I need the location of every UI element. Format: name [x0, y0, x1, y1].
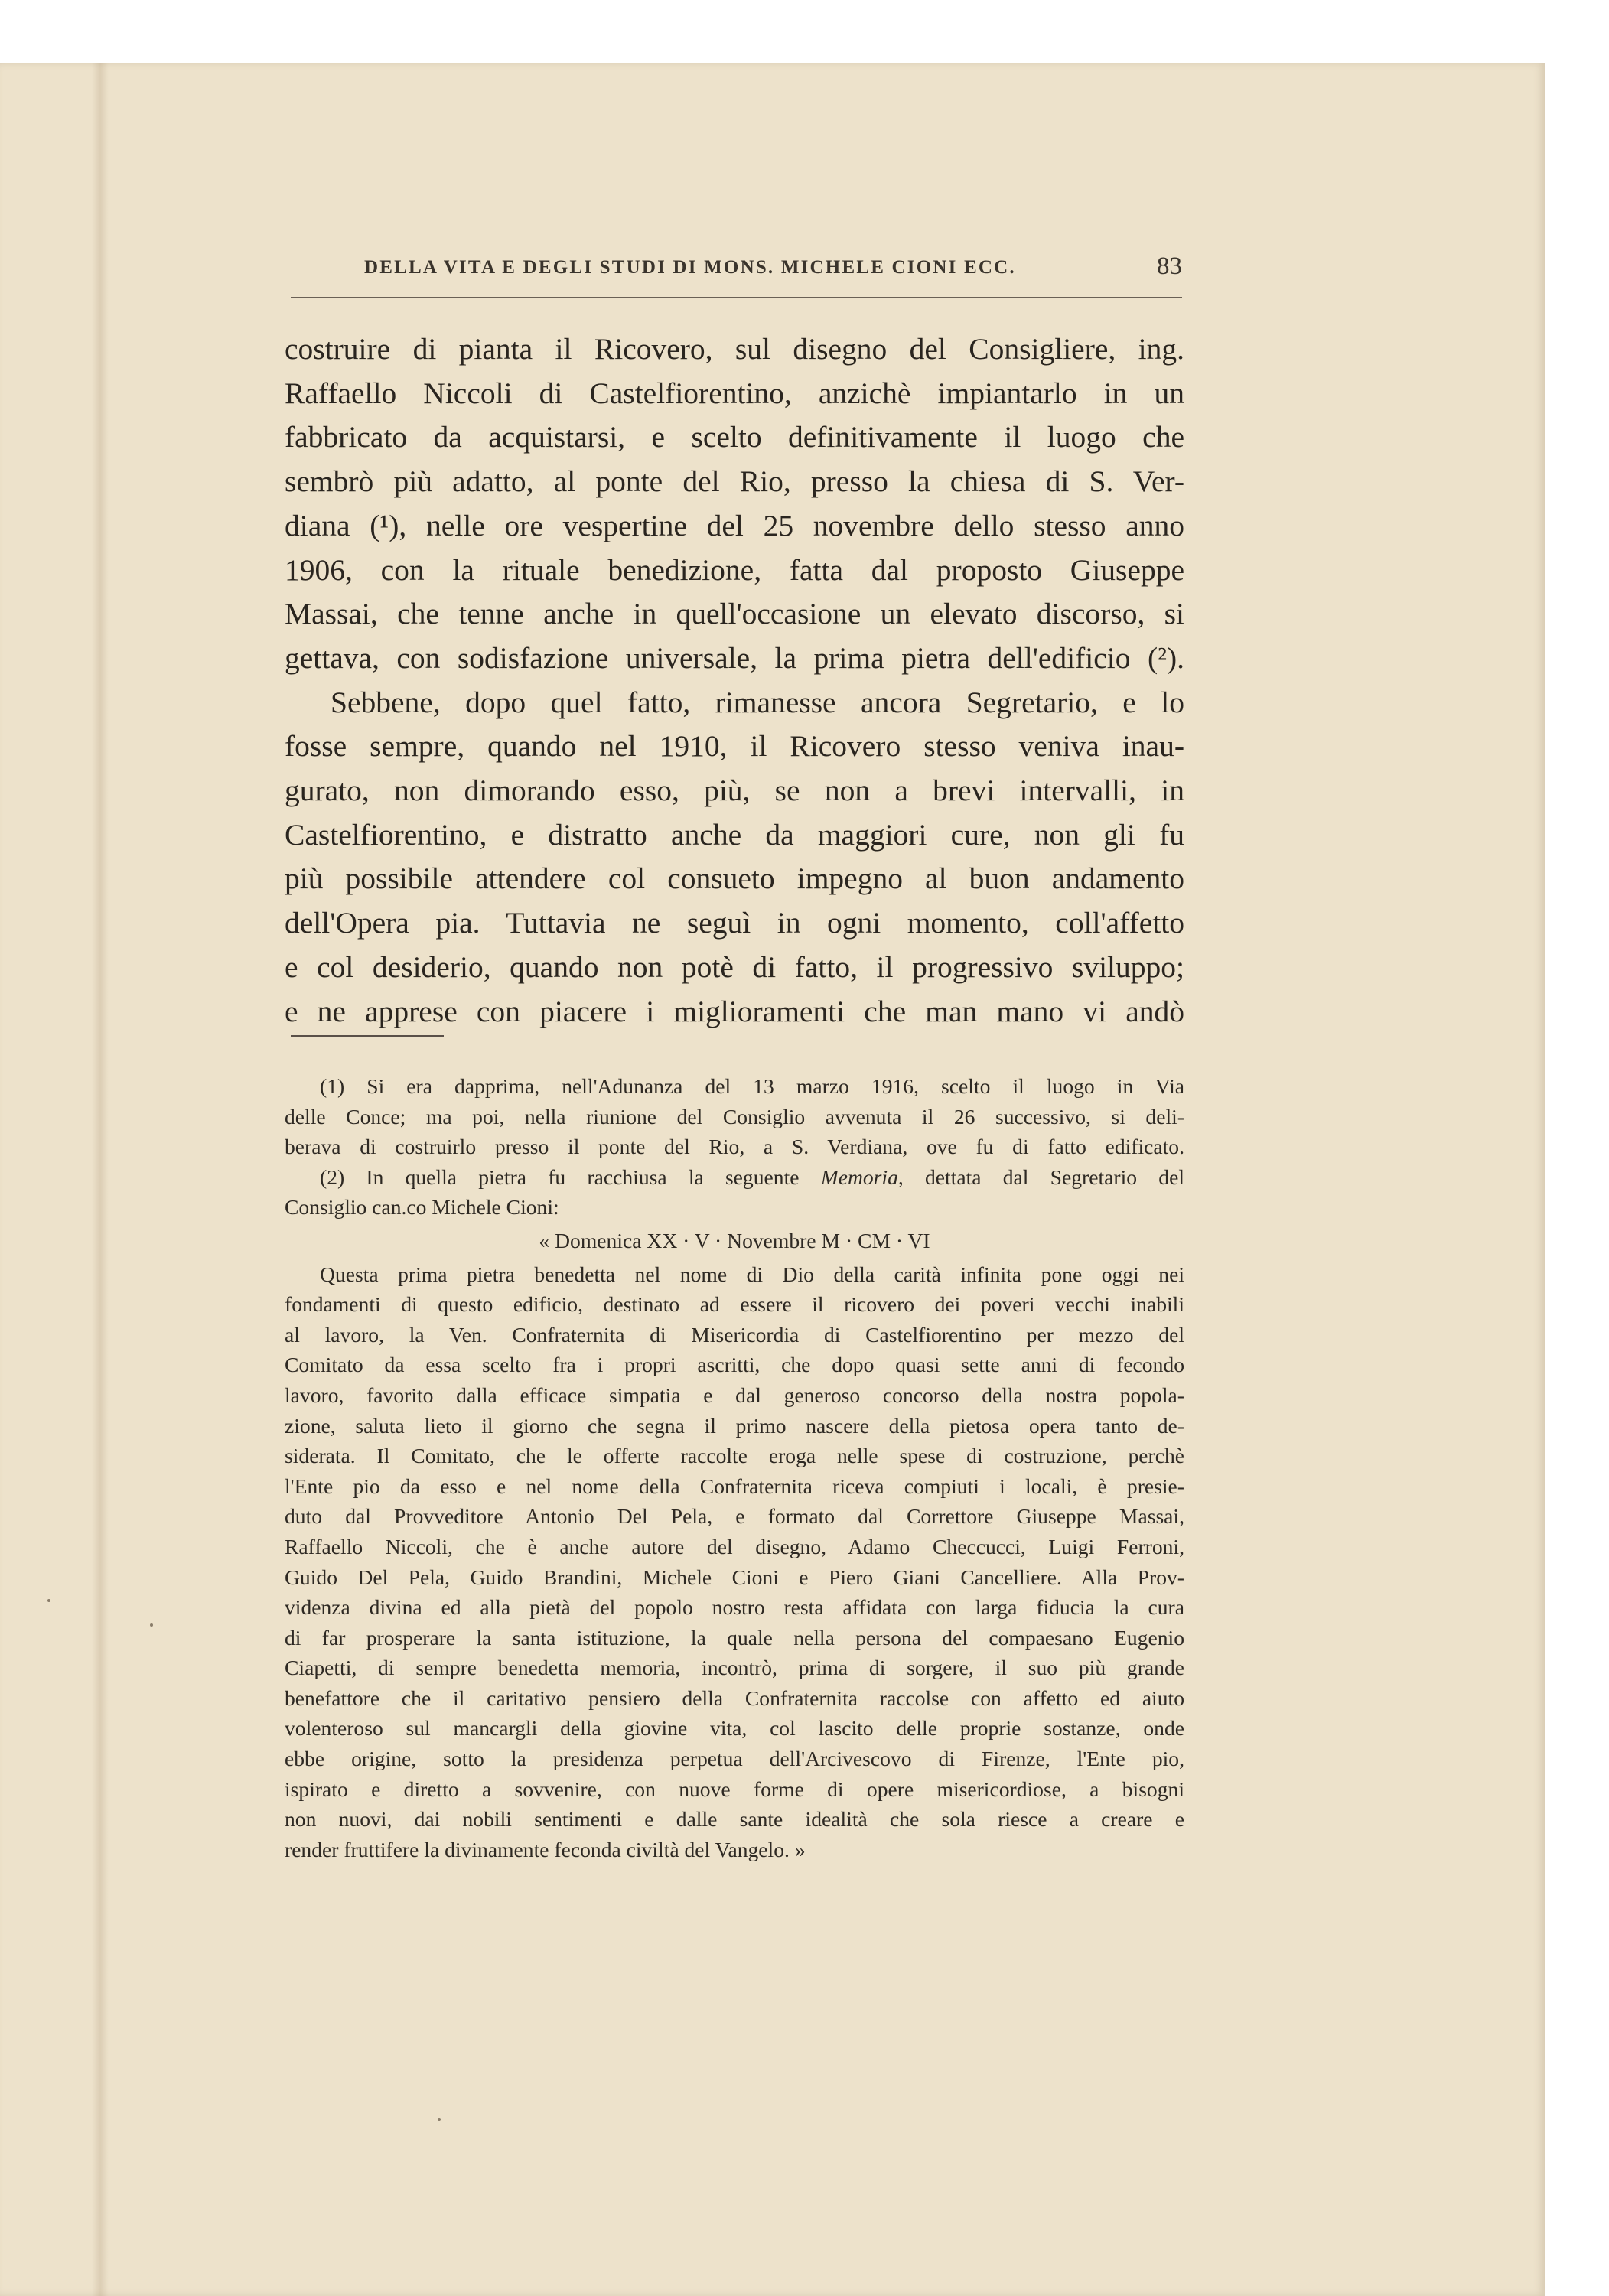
- footnote-rule: [291, 1035, 444, 1037]
- inscription-line: non nuovi, dai nobili sentimenti e dalle sante idealità che sola riesce a creare e: [285, 1807, 1184, 1832]
- body-line: sembrò più adatto, al ponte del Rio, presso la chiesa di S. Ver-: [285, 464, 1184, 499]
- inscription-line: Comitato da essa scelto fra i propri ascritti, che dopo quasi sette anni di fecondo: [285, 1353, 1184, 1377]
- body-line: gettava, con sodisfazione universale, la prima pietra dell'edificio (²).: [285, 640, 1184, 675]
- inscription-line: benefattore che il caritativo pensiero della Confraternita raccolse con affetto ed aiuto: [285, 1685, 1184, 1710]
- inscription-line: lavoro, favorito dalla efficace simpatia e dal generoso concorso della nostra popola-: [285, 1382, 1184, 1407]
- inscription-line: videnza divina ed alla pietà del popolo nostro resta affidata con larga fiducia la cura: [285, 1595, 1184, 1620]
- body-line: e ne apprese con piacere i miglioramenti che man mano vi andò: [285, 994, 1184, 1028]
- paper-speck: [438, 2118, 441, 2121]
- body-line: dell'Opera pia. Tuttavia ne seguì in ogni momento, coll'affetto: [285, 906, 1184, 940]
- inscription-line: l'Ente pio da esso e nel nome della Confraternita riceva compiuti i locali, è presie-: [285, 1474, 1184, 1498]
- body-text: [285, 327, 1184, 1034]
- page-fold-shadow: [92, 63, 109, 2296]
- body-line: gurato, non dimorando esso, più, se non a brevi intervalli, in: [285, 773, 1184, 808]
- footnote-1-line: delle Conce; ma poi, nella riunione del Consiglio avvenuta il 26 successivo, si deli-: [285, 1104, 1184, 1128]
- inscription-line: Guido Del Pela, Guido Brandini, Michele Cioni e Piero Giani Cancelliere. Alla Prov-: [285, 1565, 1184, 1589]
- inscription-line: Ciapetti, di sempre benedetta memoria, incontrò, prima di sorgere, il suo più grande: [285, 1656, 1184, 1680]
- page-number: 83: [1157, 252, 1182, 280]
- footnote-1-line: (1) Si era dapprima, nell'Adunanza del 13 marzo 1916, scelto il luogo in Via: [320, 1074, 1184, 1098]
- body-line: Sebbene, dopo quel fatto, rimanesse ancora Segretario, e lo: [331, 685, 1184, 719]
- body-line: diana (¹), nelle ore vespertine del 25 novembre dello stesso anno: [285, 508, 1184, 542]
- footnote-2-intro-b: dettata dal Segretario del: [925, 1164, 1184, 1189]
- inscription-line: ispirato e diretto a sovvenire, con nuove forme di opere misericordiose, a bisogni: [285, 1777, 1184, 1801]
- inscription-line: duto dal Provveditore Antonio Del Pela, e formato dal Correttore Giuseppe Massai,: [285, 1504, 1184, 1529]
- inscription-heading: « Domenica XX · V · Novembre M · CM · VI: [539, 1228, 930, 1252]
- footnotes: [285, 1071, 1184, 1864]
- body-line: più possibile attendere col consueto impegno al buon andamento: [285, 861, 1184, 896]
- inscription-line: siderata. Il Comitato, che le offerte raccolte eroga nelle spese di costruzione, perchè: [285, 1444, 1184, 1468]
- paper-speck: [150, 1623, 153, 1627]
- body-line: Castelfiorentino, e distratto anche da maggiori cure, non gli fu: [285, 817, 1184, 852]
- body-line: costruire di pianta il Ricovero, sul disegno del Consigliere, ing.: [285, 332, 1184, 366]
- body-line: Massai, che tenne anche in quell'occasione un elevato discorso, si: [285, 597, 1184, 631]
- inscription-line: volenteroso sul mancargli della giovine vita, col lascito delle proprie sostanze, onde: [285, 1716, 1184, 1741]
- inscription-line: al lavoro, la Ven. Confraternita di Misericordia di Castelfiorentino per mezzo del: [285, 1322, 1184, 1347]
- body-line: fabbricato da acquistarsi, e scelto definitivamente il luogo che: [285, 420, 1184, 454]
- footnote-2-line: [285, 1162, 1184, 1193]
- inscription-line: Raffaello Niccoli, che è anche autore del disegno, Adamo Checcucci, Luigi Ferroni,: [285, 1534, 1184, 1558]
- footnote-2-memoria: Memoria,: [820, 1164, 904, 1189]
- paper-speck: [47, 1599, 50, 1602]
- footnote-1-line: berava di costruirlo presso il ponte del Rio, a S. Verdiana, ove fu di fatto edificato.: [285, 1135, 1184, 1159]
- page-header: [291, 252, 1182, 298]
- header-rule: [291, 297, 1182, 298]
- body-line: 1906, con la rituale benedizione, fatta dal proposto Giuseppe: [285, 552, 1184, 587]
- body-line: e col desiderio, quando non potè di fatto, il progressivo sviluppo;: [285, 949, 1184, 984]
- running-title: DELLA VITA E DEGLI STUDI DI MONS. MICHELE CIONI ECC.: [364, 257, 1016, 278]
- inscription-line: ebbe origine, sotto la presidenza perpetua dell'Arcivescovo di Firenze, l'Ente pio,: [285, 1747, 1184, 1771]
- inscription-line: fondamenti di questo edificio, destinato ad essere il ricovero dei poveri vecchi inabili: [285, 1292, 1184, 1317]
- inscription-line: render fruttifere la divinamente feconda civiltà del Vangelo. »: [285, 1837, 806, 1861]
- inscription-line: zione, saluta lieto il giorno che segna il primo nascere della pietosa opera tanto de-: [285, 1413, 1184, 1438]
- body-line: fosse sempre, quando nel 1910, il Ricovero stesso veniva inau-: [285, 729, 1184, 764]
- footnote-2-intro-a: (2) In quella pietra fu racchiusa la seguente: [320, 1164, 800, 1189]
- inscription-line: di far prosperare la santa istituzione, la quale nella persona del compaesano Eugenio: [285, 1625, 1184, 1650]
- footnote-2-line: Consiglio can.co Michele Cioni:: [285, 1195, 559, 1220]
- body-line: Raffaello Niccoli di Castelfiorentino, anzichè impiantarlo in un: [285, 376, 1184, 410]
- inscription-line: Questa prima pietra benedetta nel nome di Dio della carità infinita pone oggi nei: [320, 1262, 1184, 1286]
